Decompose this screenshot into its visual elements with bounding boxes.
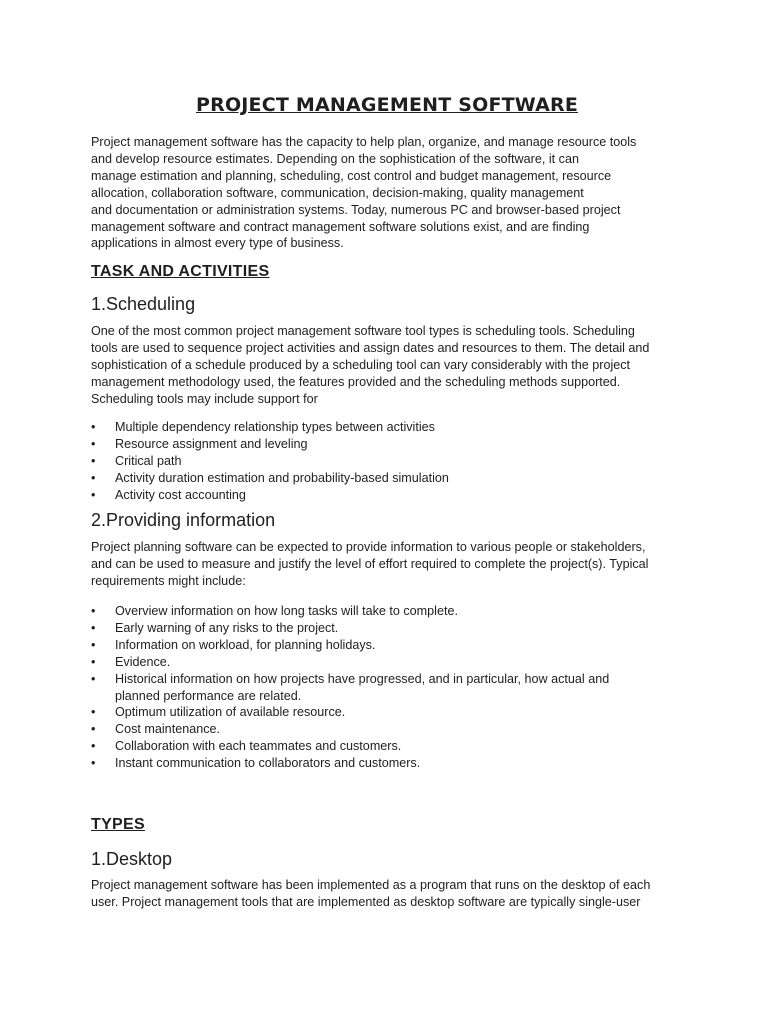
bullet-icon: •	[91, 453, 96, 468]
scheduling-bullet-list	[91, 419, 683, 504]
providing-information-bullet-list	[91, 603, 683, 772]
list-item	[91, 738, 683, 755]
intro-paragraph	[91, 134, 683, 252]
list-item-text-continued: planned performance are related.	[115, 688, 302, 703]
list-item	[91, 603, 683, 620]
list-item-text: Resource assignment and leveling	[115, 436, 308, 451]
list-item-text: Evidence.	[115, 654, 171, 669]
list-item	[91, 620, 683, 637]
list-item	[91, 453, 683, 470]
list-item-text: Multiple dependency relationship types between activities	[115, 420, 435, 434]
list-item	[91, 704, 683, 721]
bullet-icon: •	[91, 436, 96, 451]
intro-line: Project management software has the capacity to help plan, organize, and manage resource tools	[91, 135, 637, 149]
list-item-text: Cost maintenance.	[115, 722, 221, 737]
list-item-text: Optimum utilization of available resource.	[115, 705, 346, 720]
list-item-text: Critical path	[115, 453, 182, 468]
intro-line: and documentation or administration systems. Today, numerous PC and browser-based project	[91, 202, 621, 217]
intro-line: and develop resource estimates. Depending on the sophistication of the software, it can	[91, 151, 579, 166]
scheduling-line: tools are used to sequence project activities and assign dates and resources to them. The detail and	[91, 340, 650, 355]
list-item-text: Instant communication to collaborators and customers.	[115, 756, 421, 771]
bullet-icon: •	[91, 671, 96, 686]
list-item-text: Activity cost accounting	[115, 487, 246, 502]
list-item	[91, 470, 683, 487]
list-item	[91, 436, 683, 453]
bullet-icon: •	[91, 420, 96, 434]
scheduling-line: sophistication of a schedule produced by a scheduling tool can vary considerably with the project	[91, 357, 631, 372]
section-heading-tasks: TASK AND ACTIVITIES	[91, 263, 270, 280]
list-item	[91, 755, 683, 772]
list-item-text: Early warning of any risks to the project.	[115, 620, 339, 635]
list-item	[91, 487, 683, 504]
section-heading-types: TYPES	[91, 816, 145, 833]
list-item	[91, 671, 683, 705]
bullet-icon: •	[91, 654, 96, 669]
list-item	[91, 419, 683, 436]
desktop-paragraph	[91, 877, 683, 911]
intro-line: applications in almost every type of business.	[91, 236, 344, 251]
subheading-providing-information: 2.Providing information	[91, 510, 276, 530]
intro-line: allocation, collaboration software, communication, decision-making, quality management	[91, 185, 584, 200]
bullet-icon: •	[91, 487, 96, 502]
intro-line: manage estimation and planning, scheduling, cost control and budget management, resource	[91, 168, 612, 183]
desktop-line: Project management software has been implemented as a program that runs on the desktop of each	[91, 878, 651, 892]
bullet-icon: •	[91, 470, 96, 485]
desktop-line: user. Project management tools that are implemented as desktop software are typically single-user	[91, 894, 641, 909]
scheduling-line: One of the most common project management software tool types is scheduling tools. Scheduling	[91, 324, 635, 338]
list-item-text: Activity duration estimation and probability-based simulation	[115, 470, 449, 485]
scheduling-paragraph	[91, 323, 683, 408]
list-item	[91, 654, 683, 671]
bullet-icon: •	[91, 756, 96, 771]
list-item	[91, 637, 683, 654]
list-item-text: Overview information on how long tasks will take to complete.	[115, 604, 458, 618]
document-title: PROJECT MANAGEMENT SOFTWARE	[195, 94, 579, 116]
bullet-icon: •	[91, 620, 96, 635]
list-item-text: Historical information on how projects have progressed, and in particular, how actual and	[115, 671, 610, 686]
bullet-icon: •	[91, 637, 96, 652]
bullet-icon: •	[91, 705, 96, 720]
subheading-scheduling: 1.Scheduling	[91, 294, 196, 314]
providing-information-line: requirements might include:	[91, 573, 246, 588]
bullet-icon: •	[91, 739, 96, 754]
bullet-icon: •	[91, 722, 96, 737]
subheading-desktop: 1.Desktop	[91, 849, 173, 869]
list-item-text: Collaboration with each teammates and customers.	[115, 739, 402, 754]
intro-line: management software and contract management software solutions exist, and are finding	[91, 219, 590, 234]
bullet-icon: •	[91, 604, 96, 618]
scheduling-line: Scheduling tools may include support for	[91, 391, 318, 406]
providing-information-paragraph	[91, 539, 683, 590]
providing-information-line: and can be used to measure and justify the level of effort required to complete the project(s). Typical	[91, 556, 649, 571]
scheduling-line: management methodology used, the features provided and the scheduling methods supported.	[91, 374, 621, 389]
list-item	[91, 721, 683, 738]
list-item-text: Information on workload, for planning holidays.	[115, 637, 376, 652]
providing-information-line: Project planning software can be expected to provide information to various people or stakeholders,	[91, 540, 646, 554]
